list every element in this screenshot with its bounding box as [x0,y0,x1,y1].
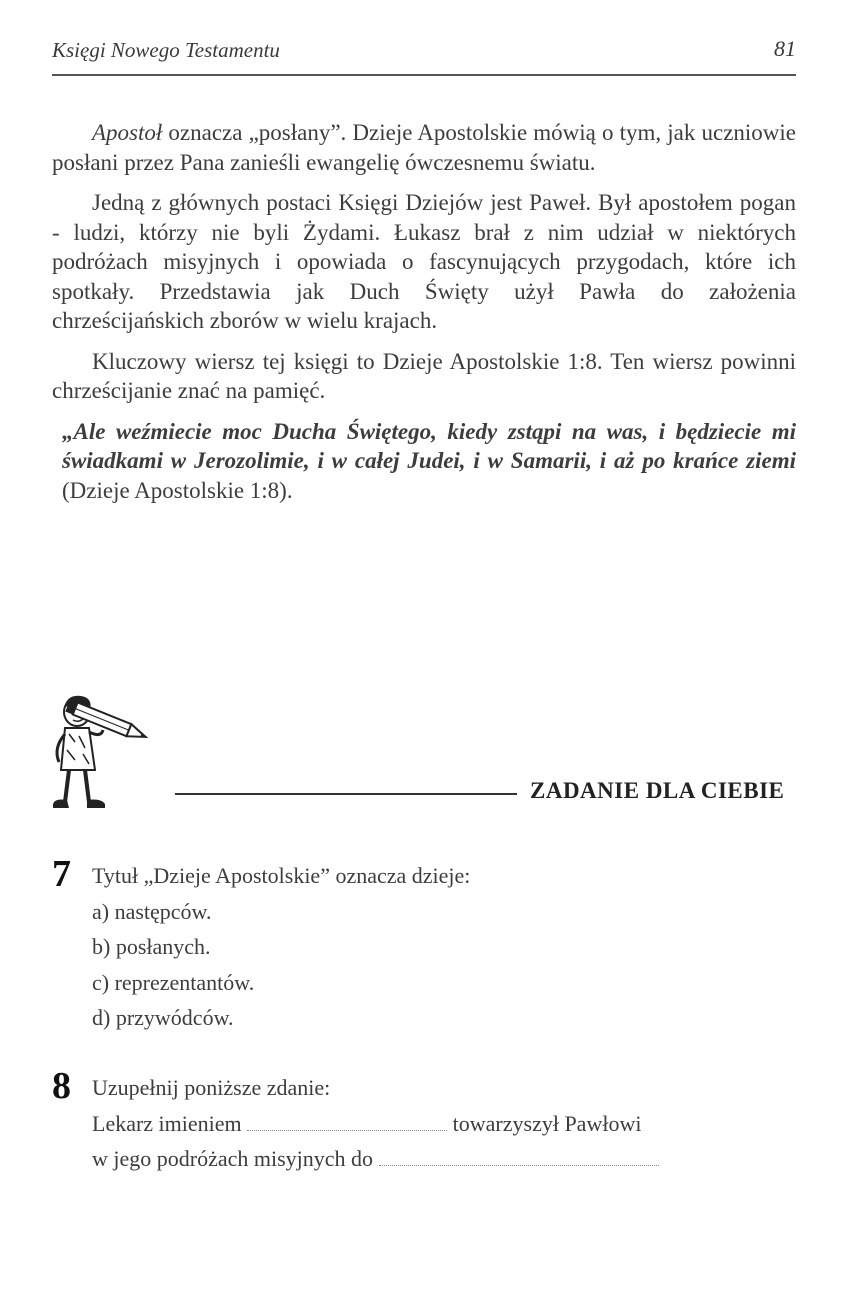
paragraph-key-verse: Kluczowy wiersz tej księgi to Dzieje Apostolskie 1:8. Ten wiersz powinni chrześcijanie znać na pamięć. [52,348,796,403]
question-content [92,858,792,1036]
task-heading: ZADANIE DLA CIEBIE [530,778,785,803]
fill-in-line-1 [92,1106,792,1142]
header-divider [52,74,796,76]
blank-name-field[interactable] [247,1110,447,1131]
body-text [52,118,796,516]
answer-option-c: c) reprezentantów. [92,969,255,995]
bible-quote [62,417,796,506]
header-title: Księgi Nowego Testamentu [52,38,280,62]
paragraph-paul: Jedną z głównych postaci Księgi Dziejów jest Paweł. Był apostołem pogan - ludzi, którzy nie byli Żydami. Łukasz brał z nim udział w niektórych podróżach misyjnych i opowiada o fascynujących przygodach, które ich spotkały. Przedstawia jak Duch Święty użył Pawła do założenia chrześcijańskich zborów w wielu krajach. [52,190,796,333]
paragraph-apostle [52,118,796,177]
question-number: 8 [52,1065,71,1107]
question-prompt: Uzupełnij poniższe zdanie: [92,1075,331,1100]
question-number: 7 [52,853,71,895]
fill-in-line-2 [92,1141,792,1177]
answer-option-d: d) przywódców. [92,1005,234,1030]
fill-in-text-before: Lekarz imieniem [92,1110,242,1136]
pencil-boy-illustration [45,690,165,825]
answer-option-b: b) posłanych. [92,934,211,959]
fill-in-text-before: w jego podróżach misyjnych do [92,1146,374,1171]
question-content [92,1070,792,1177]
running-header [52,32,796,72]
question-7 [52,853,796,1048]
question-prompt: Tytuł „Dzieje Apostolskie” oznacza dzieje: [92,863,471,888]
bible-quote-text: „Ale weźmiecie moc Ducha Świętego, kiedy zstąpi na was, i będziecie mi świadkami w Jerozolimie, i w całej Judei, i w Samarii, i aż po krańce ziemi [62,418,796,473]
question-8 [52,1065,796,1190]
fill-in-text-after: towarzyszył Pawłowi [452,1110,642,1136]
term-apostle: Apostoł [92,120,163,145]
task-divider-line [175,793,517,795]
answer-option-a: a) następców. [92,898,212,924]
blank-destination-field[interactable] [379,1145,659,1166]
task-banner [45,690,805,830]
paragraph-apostle-text: oznacza „posłany”. Dzieje Apostolskie mówią o tym, jak uczniowie posłani przez Pana zanieśli ewangelię ówczesnemu światu. [52,120,796,175]
bible-quote-citation: (Dzieje Apostolskie 1:8). [62,477,293,503]
page-number: 81 [774,36,796,61]
